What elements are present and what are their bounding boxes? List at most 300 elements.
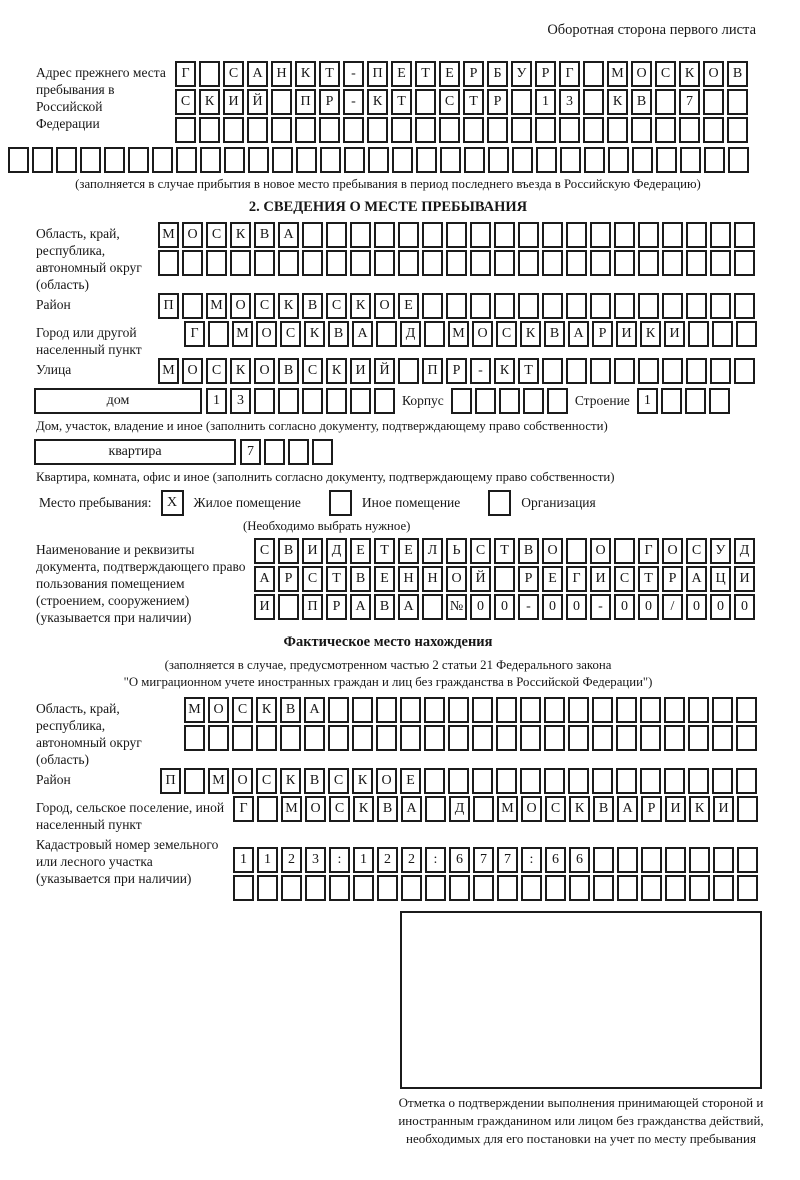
char-cell[interactable]: 7 — [679, 89, 700, 115]
char-cell[interactable] — [470, 222, 491, 248]
char-cell[interactable] — [727, 89, 748, 115]
char-cell[interactable]: 7 — [497, 847, 518, 873]
char-cell[interactable]: О — [590, 538, 611, 564]
char-cell[interactable]: Й — [374, 358, 395, 384]
char-cell[interactable] — [343, 117, 364, 143]
char-cell[interactable]: К — [280, 768, 301, 794]
char-cell[interactable] — [542, 358, 563, 384]
char-cell[interactable]: - — [343, 89, 364, 115]
char-cell[interactable]: О — [703, 61, 724, 87]
char-cell[interactable] — [296, 147, 317, 173]
char-cell[interactable] — [367, 117, 388, 143]
char-cell[interactable] — [518, 222, 539, 248]
char-cell[interactable]: Т — [518, 358, 539, 384]
char-cell[interactable]: Ь — [446, 538, 467, 564]
char-cell[interactable] — [398, 222, 419, 248]
char-cell[interactable] — [376, 321, 397, 347]
char-cell[interactable] — [542, 250, 563, 276]
char-cell[interactable] — [584, 147, 605, 173]
char-cell[interactable]: С — [256, 768, 277, 794]
char-cell[interactable]: 0 — [710, 594, 731, 620]
char-cell[interactable]: 3 — [230, 388, 251, 414]
char-cell[interactable] — [488, 147, 509, 173]
char-cell[interactable] — [415, 89, 436, 115]
char-cell[interactable]: Б — [487, 61, 508, 87]
char-cell[interactable] — [392, 147, 413, 173]
char-cell[interactable] — [688, 768, 709, 794]
char-cell[interactable] — [470, 250, 491, 276]
char-cell[interactable]: К — [679, 61, 700, 87]
char-cell[interactable] — [686, 358, 707, 384]
char-cell[interactable]: М — [208, 768, 229, 794]
char-cell[interactable] — [638, 250, 659, 276]
char-cell[interactable] — [542, 222, 563, 248]
char-cell[interactable]: Т — [391, 89, 412, 115]
char-cell[interactable]: С — [206, 358, 227, 384]
char-cell[interactable]: С — [254, 538, 275, 564]
char-cell[interactable] — [80, 147, 101, 173]
char-cell[interactable] — [632, 147, 653, 173]
char-cell[interactable]: 0 — [734, 594, 755, 620]
char-cell[interactable] — [281, 875, 302, 901]
char-cell[interactable]: 1 — [353, 847, 374, 873]
char-cell[interactable] — [200, 147, 221, 173]
char-cell[interactable] — [278, 388, 299, 414]
char-cell[interactable] — [257, 796, 278, 822]
char-cell[interactable] — [680, 147, 701, 173]
char-cell[interactable]: С — [545, 796, 566, 822]
char-cell[interactable]: Е — [400, 768, 421, 794]
char-cell[interactable]: № — [446, 594, 467, 620]
char-cell[interactable] — [566, 250, 587, 276]
char-cell[interactable] — [208, 321, 229, 347]
char-cell[interactable]: К — [278, 293, 299, 319]
char-cell[interactable]: О — [254, 358, 275, 384]
char-cell[interactable] — [424, 768, 445, 794]
char-cell[interactable] — [583, 89, 604, 115]
char-cell[interactable] — [568, 697, 589, 723]
char-cell[interactable] — [583, 61, 604, 87]
char-cell[interactable] — [496, 768, 517, 794]
char-cell[interactable] — [446, 222, 467, 248]
char-cell[interactable]: А — [254, 566, 275, 592]
char-cell[interactable]: Н — [398, 566, 419, 592]
char-cell[interactable]: Д — [400, 321, 421, 347]
char-cell[interactable]: И — [734, 566, 755, 592]
char-cell[interactable]: 6 — [569, 847, 590, 873]
char-cell[interactable]: С — [326, 293, 347, 319]
char-cell[interactable] — [638, 358, 659, 384]
char-cell[interactable] — [487, 117, 508, 143]
char-cell[interactable] — [536, 147, 557, 173]
char-cell[interactable]: У — [511, 61, 532, 87]
stay-type-checkbox-organization[interactable] — [488, 490, 511, 516]
char-cell[interactable] — [304, 725, 325, 751]
char-cell[interactable]: К — [199, 89, 220, 115]
char-cell[interactable] — [665, 847, 686, 873]
char-cell[interactable] — [158, 250, 179, 276]
char-cell[interactable]: Д — [449, 796, 470, 822]
char-cell[interactable] — [302, 388, 323, 414]
char-cell[interactable]: С — [254, 293, 275, 319]
char-cell[interactable] — [703, 89, 724, 115]
char-cell[interactable] — [560, 147, 581, 173]
char-cell[interactable] — [566, 222, 587, 248]
char-cell[interactable]: К — [520, 321, 541, 347]
char-cell[interactable] — [710, 250, 731, 276]
char-cell[interactable] — [559, 117, 580, 143]
char-cell[interactable] — [616, 697, 637, 723]
char-cell[interactable] — [592, 697, 613, 723]
char-cell[interactable]: О — [542, 538, 563, 564]
char-cell[interactable] — [295, 117, 316, 143]
char-cell[interactable]: В — [631, 89, 652, 115]
char-cell[interactable] — [271, 89, 292, 115]
char-cell[interactable] — [736, 768, 757, 794]
char-cell[interactable]: Т — [638, 566, 659, 592]
char-cell[interactable] — [368, 147, 389, 173]
char-cell[interactable] — [494, 250, 515, 276]
char-cell[interactable] — [665, 875, 686, 901]
char-cell[interactable] — [451, 388, 472, 414]
char-cell[interactable] — [703, 117, 724, 143]
char-cell[interactable]: К — [689, 796, 710, 822]
char-cell[interactable]: 1 — [233, 847, 254, 873]
char-cell[interactable] — [616, 725, 637, 751]
char-cell[interactable] — [463, 117, 484, 143]
char-cell[interactable]: А — [278, 222, 299, 248]
char-cell[interactable] — [641, 847, 662, 873]
char-cell[interactable]: Т — [374, 538, 395, 564]
char-cell[interactable] — [710, 222, 731, 248]
char-cell[interactable]: Й — [247, 89, 268, 115]
char-cell[interactable]: К — [569, 796, 590, 822]
char-cell[interactable]: В — [304, 768, 325, 794]
char-cell[interactable] — [232, 725, 253, 751]
stay-type-checkbox-other[interactable] — [329, 490, 352, 516]
char-cell[interactable]: 6 — [545, 847, 566, 873]
char-cell[interactable]: Т — [494, 538, 515, 564]
char-cell[interactable]: И — [664, 321, 685, 347]
char-cell[interactable]: М — [607, 61, 628, 87]
char-cell[interactable] — [422, 250, 443, 276]
char-cell[interactable]: С — [328, 768, 349, 794]
char-cell[interactable] — [713, 875, 734, 901]
char-cell[interactable]: 0 — [542, 594, 563, 620]
char-cell[interactable]: О — [376, 768, 397, 794]
char-cell[interactable]: С — [614, 566, 635, 592]
char-cell[interactable] — [278, 594, 299, 620]
char-cell[interactable]: И — [616, 321, 637, 347]
char-cell[interactable] — [8, 147, 29, 173]
char-cell[interactable] — [664, 697, 685, 723]
char-cell[interactable] — [175, 117, 196, 143]
char-cell[interactable]: 1 — [637, 388, 658, 414]
char-cell[interactable]: О — [521, 796, 542, 822]
char-cell[interactable]: 0 — [470, 594, 491, 620]
char-cell[interactable] — [614, 358, 635, 384]
char-cell[interactable] — [662, 358, 683, 384]
char-cell[interactable] — [566, 293, 587, 319]
stay-type-checkbox-residential[interactable]: X — [161, 490, 184, 516]
char-cell[interactable]: Т — [415, 61, 436, 87]
char-cell[interactable]: С — [223, 61, 244, 87]
char-cell[interactable] — [350, 388, 371, 414]
char-cell[interactable] — [518, 293, 539, 319]
char-cell[interactable]: П — [302, 594, 323, 620]
char-cell[interactable]: К — [230, 222, 251, 248]
char-cell[interactable]: В — [278, 538, 299, 564]
char-cell[interactable] — [223, 117, 244, 143]
char-cell[interactable] — [473, 796, 494, 822]
char-cell[interactable] — [712, 697, 733, 723]
char-cell[interactable]: К — [607, 89, 628, 115]
char-cell[interactable] — [302, 222, 323, 248]
char-cell[interactable] — [614, 538, 635, 564]
char-cell[interactable] — [641, 875, 662, 901]
char-cell[interactable] — [302, 250, 323, 276]
char-cell[interactable] — [655, 89, 676, 115]
char-cell[interactable] — [497, 875, 518, 901]
char-cell[interactable]: М — [448, 321, 469, 347]
char-cell[interactable] — [679, 117, 700, 143]
char-cell[interactable] — [688, 321, 709, 347]
char-cell[interactable]: С — [232, 697, 253, 723]
char-cell[interactable] — [448, 768, 469, 794]
char-cell[interactable] — [320, 147, 341, 173]
char-cell[interactable] — [208, 725, 229, 751]
char-cell[interactable] — [248, 147, 269, 173]
char-cell[interactable]: К — [230, 358, 251, 384]
char-cell[interactable]: Г — [175, 61, 196, 87]
char-cell[interactable]: К — [295, 61, 316, 87]
char-cell[interactable] — [614, 293, 635, 319]
char-cell[interactable] — [415, 117, 436, 143]
char-cell[interactable]: М — [281, 796, 302, 822]
char-cell[interactable]: М — [206, 293, 227, 319]
char-cell[interactable] — [344, 147, 365, 173]
char-cell[interactable]: С — [280, 321, 301, 347]
char-cell[interactable]: В — [302, 293, 323, 319]
char-cell[interactable]: К — [367, 89, 388, 115]
char-cell[interactable]: О — [256, 321, 277, 347]
char-cell[interactable]: С — [686, 538, 707, 564]
char-cell[interactable]: / — [662, 594, 683, 620]
char-cell[interactable]: С — [496, 321, 517, 347]
char-cell[interactable] — [662, 250, 683, 276]
char-cell[interactable]: Р — [446, 358, 467, 384]
char-cell[interactable]: И — [350, 358, 371, 384]
char-cell[interactable] — [737, 847, 758, 873]
char-cell[interactable] — [128, 147, 149, 173]
char-cell[interactable]: 7 — [240, 439, 261, 465]
char-cell[interactable]: И — [254, 594, 275, 620]
char-cell[interactable] — [440, 147, 461, 173]
char-cell[interactable] — [544, 768, 565, 794]
char-cell[interactable] — [224, 147, 245, 173]
char-cell[interactable]: У — [710, 538, 731, 564]
char-cell[interactable] — [638, 222, 659, 248]
char-cell[interactable]: Л — [422, 538, 443, 564]
char-cell[interactable] — [247, 117, 268, 143]
char-cell[interactable] — [264, 439, 285, 465]
char-cell[interactable] — [592, 768, 613, 794]
char-cell[interactable] — [704, 147, 725, 173]
char-cell[interactable] — [499, 388, 520, 414]
char-cell[interactable] — [631, 117, 652, 143]
char-cell[interactable]: П — [295, 89, 316, 115]
char-cell[interactable] — [547, 388, 568, 414]
char-cell[interactable]: 2 — [281, 847, 302, 873]
char-cell[interactable] — [568, 768, 589, 794]
char-cell[interactable] — [494, 222, 515, 248]
char-cell[interactable]: Р — [662, 566, 683, 592]
char-cell[interactable] — [592, 725, 613, 751]
char-cell[interactable] — [256, 725, 277, 751]
char-cell[interactable] — [280, 725, 301, 751]
char-cell[interactable] — [326, 222, 347, 248]
char-cell[interactable]: Е — [542, 566, 563, 592]
char-cell[interactable]: Д — [734, 538, 755, 564]
char-cell[interactable]: В — [350, 566, 371, 592]
char-cell[interactable]: К — [304, 321, 325, 347]
char-cell[interactable]: 0 — [638, 594, 659, 620]
char-cell[interactable] — [374, 250, 395, 276]
char-cell[interactable] — [32, 147, 53, 173]
char-cell[interactable]: И — [665, 796, 686, 822]
char-cell[interactable]: К — [494, 358, 515, 384]
char-cell[interactable] — [617, 875, 638, 901]
char-cell[interactable]: 2 — [377, 847, 398, 873]
char-cell[interactable] — [583, 117, 604, 143]
char-cell[interactable]: Д — [326, 538, 347, 564]
char-cell[interactable] — [472, 697, 493, 723]
char-cell[interactable] — [728, 147, 749, 173]
char-cell[interactable]: А — [350, 594, 371, 620]
char-cell[interactable] — [712, 321, 733, 347]
char-cell[interactable]: Р — [535, 61, 556, 87]
char-cell[interactable] — [686, 293, 707, 319]
char-cell[interactable] — [350, 222, 371, 248]
char-cell[interactable] — [712, 725, 733, 751]
char-cell[interactable]: 0 — [566, 594, 587, 620]
char-cell[interactable] — [416, 147, 437, 173]
char-cell[interactable]: С — [439, 89, 460, 115]
char-cell[interactable] — [328, 697, 349, 723]
char-cell[interactable] — [712, 768, 733, 794]
char-cell[interactable] — [511, 117, 532, 143]
char-cell[interactable] — [494, 293, 515, 319]
char-cell[interactable] — [398, 358, 419, 384]
char-cell[interactable]: А — [568, 321, 589, 347]
char-cell[interactable]: Ц — [710, 566, 731, 592]
char-cell[interactable]: Р — [463, 61, 484, 87]
char-cell[interactable]: Р — [641, 796, 662, 822]
char-cell[interactable] — [655, 117, 676, 143]
char-cell[interactable]: К — [352, 768, 373, 794]
char-cell[interactable] — [737, 875, 758, 901]
char-cell[interactable] — [449, 875, 470, 901]
char-cell[interactable]: К — [640, 321, 661, 347]
char-cell[interactable] — [494, 566, 515, 592]
char-cell[interactable] — [350, 250, 371, 276]
char-cell[interactable]: Е — [350, 538, 371, 564]
char-cell[interactable] — [661, 388, 682, 414]
char-cell[interactable] — [566, 538, 587, 564]
char-cell[interactable]: В — [727, 61, 748, 87]
char-cell[interactable] — [104, 147, 125, 173]
char-cell[interactable] — [376, 697, 397, 723]
char-cell[interactable] — [182, 250, 203, 276]
char-cell[interactable]: 0 — [494, 594, 515, 620]
char-cell[interactable]: Г — [233, 796, 254, 822]
char-cell[interactable] — [254, 250, 275, 276]
char-cell[interactable]: Р — [518, 566, 539, 592]
char-cell[interactable] — [352, 697, 373, 723]
char-cell[interactable] — [470, 293, 491, 319]
char-cell[interactable]: - — [518, 594, 539, 620]
char-cell[interactable]: С — [470, 538, 491, 564]
char-cell[interactable]: В — [374, 594, 395, 620]
char-cell[interactable] — [686, 222, 707, 248]
char-cell[interactable] — [401, 875, 422, 901]
char-cell[interactable] — [448, 725, 469, 751]
char-cell[interactable]: Н — [271, 61, 292, 87]
char-cell[interactable]: С — [175, 89, 196, 115]
char-cell[interactable] — [614, 250, 635, 276]
char-cell[interactable]: С — [302, 358, 323, 384]
char-cell[interactable] — [710, 293, 731, 319]
char-cell[interactable] — [374, 388, 395, 414]
char-cell[interactable]: А — [401, 796, 422, 822]
char-cell[interactable] — [640, 768, 661, 794]
char-cell[interactable]: Е — [391, 61, 412, 87]
char-cell[interactable] — [446, 293, 467, 319]
char-cell[interactable] — [607, 117, 628, 143]
char-cell[interactable] — [511, 89, 532, 115]
char-cell[interactable]: Г — [638, 538, 659, 564]
char-cell[interactable]: К — [353, 796, 374, 822]
char-cell[interactable]: И — [302, 538, 323, 564]
char-cell[interactable]: К — [350, 293, 371, 319]
char-cell[interactable] — [737, 796, 758, 822]
char-cell[interactable] — [184, 725, 205, 751]
char-cell[interactable] — [475, 388, 496, 414]
char-cell[interactable]: Н — [422, 566, 443, 592]
char-cell[interactable]: 6 — [449, 847, 470, 873]
char-cell[interactable] — [328, 725, 349, 751]
char-cell[interactable] — [617, 847, 638, 873]
char-cell[interactable] — [184, 768, 205, 794]
char-cell[interactable] — [278, 250, 299, 276]
char-cell[interactable] — [400, 697, 421, 723]
char-cell[interactable] — [638, 293, 659, 319]
char-cell[interactable] — [446, 250, 467, 276]
char-cell[interactable] — [425, 875, 446, 901]
char-cell[interactable] — [199, 61, 220, 87]
char-cell[interactable]: О — [446, 566, 467, 592]
char-cell[interactable]: П — [367, 61, 388, 87]
char-cell[interactable] — [464, 147, 485, 173]
char-cell[interactable]: И — [713, 796, 734, 822]
char-cell[interactable]: О — [182, 358, 203, 384]
char-cell[interactable]: П — [158, 293, 179, 319]
char-cell[interactable]: В — [593, 796, 614, 822]
char-cell[interactable] — [424, 697, 445, 723]
char-cell[interactable] — [326, 388, 347, 414]
char-cell[interactable] — [520, 768, 541, 794]
char-cell[interactable] — [614, 222, 635, 248]
